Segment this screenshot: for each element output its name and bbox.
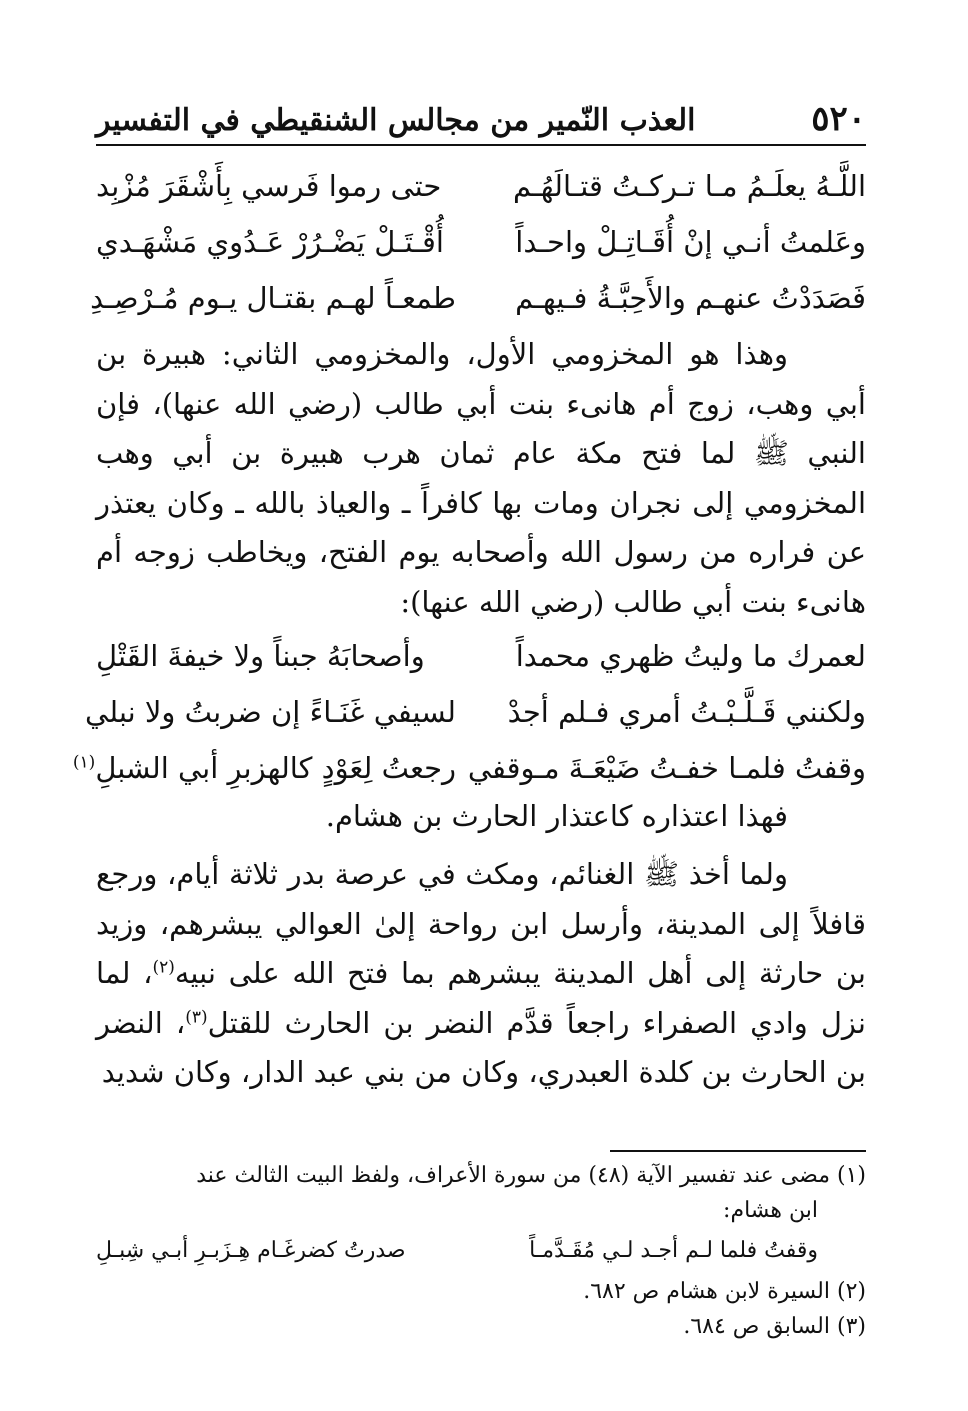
verse-line — [90, 270, 866, 326]
paragraph-hubayra — [96, 330, 866, 627]
footnote-reference: (١) — [72, 752, 96, 773]
paragraph-summary — [96, 792, 866, 842]
verse-first-hemistich: وعَلمتُ أنـي إنْ أُقَـاتِـلْ واحـداً — [515, 225, 866, 259]
page-header — [96, 92, 866, 146]
verse-first-hemistich: وقفتُ فلمـا خفـتُ ضَيْعَـةَ مـوقفي — [467, 751, 866, 785]
footnote-reference: (٢) — [152, 957, 175, 978]
footnote-text: السابق ص ٦٨٤. — [683, 1314, 830, 1339]
verse-second-hemistich: صدرتُ كضرغَـام هِـزَبـرِ أبـي شِبـلِ — [96, 1238, 406, 1263]
footnote-verse — [96, 1228, 866, 1274]
running-title: العذب النّمير من مجالس الشنقيطي في التفسير — [96, 103, 696, 138]
paragraph-text: ، لما نزل وادي الصفراء راجعاً قدَّم النضر بن الحارث للقتل — [96, 956, 866, 1040]
footnote-text: السيرة لابن هشام ص ٦٨٢. — [583, 1279, 830, 1304]
verse-second-hemistich: لسيفي غَنَـاءً إن ضربتُ ولا نبلي — [85, 695, 456, 729]
footnote-3 — [96, 1309, 866, 1344]
verse-line — [85, 684, 866, 740]
paragraph-text: ولما أخذ ﷺ الغنائم، ومكث في عرصة بدر ثلاثة أيام، ورجع قافلاً إلى المدينة، وأرسل ابن رواحة إلىٰ العوالي يبشرهم، وزيد بن حارثة إلى أهل المدينة يبشرهم بما فتح الله على نبيه — [96, 857, 866, 990]
footnotes — [96, 1158, 866, 1344]
paragraph-text: ، النضر بن الحارث بن كلدة العبدري، وكان من بني عبد الدار، وكان شديد — [96, 1005, 866, 1089]
verse-second-hemistich: أُقْـتَـلْ يَضْـرُرْ عَـدُوي مَشْهَـدي — [96, 225, 444, 259]
body-paragraph — [96, 850, 866, 1098]
verse-text: رجعتُ لِعَوْدٍ كالهزبرِ أبي الشبلِ — [95, 751, 456, 785]
poem-block-1 — [90, 158, 866, 326]
footnote-1 — [96, 1158, 866, 1193]
verse-first-hemistich: فَصَدَدْتُ عنهـم والأَحِبَّـةُ فـيهـم — [515, 281, 866, 315]
paragraph-booty — [96, 850, 866, 1098]
verse-line — [96, 628, 866, 684]
verse-first-hemistich: وقفتُ فلما لـم أجـد لـي مُقَـدَّمـاً — [529, 1238, 818, 1263]
verse-line — [96, 158, 866, 214]
footnote-separator — [610, 1150, 866, 1152]
body-paragraph: وهذا هو المخزومي الأول، والمخزومي الثاني: هبيرة بن أبي وهب، زوج أم هانىء بنت أبي طالب (رضي الله عنها)، فإن النبي ﷺ لما فتح مكة عام ثمان هرب هبيرة بن أبي وهب المخزومي إلى نجران ومات بها كافراً ـ والعياذ بالله ـ وكان يعتذر عن فراره من رسول الله وأصحابه يوم الفتح، ويخاطب زوجه أم هانىء بنت أبي طالب (رضي الله عنها): — [96, 337, 866, 619]
footnote-1-continuation: ابن هشام: — [723, 1198, 818, 1223]
page-number: ٥٢٠ — [811, 99, 866, 139]
verse-second-hemistich — [72, 740, 456, 796]
footnote-number: (٣) — [836, 1314, 866, 1339]
footnote-reference: (٣) — [185, 1006, 208, 1027]
verse-first-hemistich: لعمرك ما وليتُ ظهري محمداً — [515, 639, 866, 673]
verse-first-hemistich: ولكنني قَـلَّـبْـتُ أمري فـلم أجدْ — [507, 695, 866, 729]
poem-block-2 — [72, 628, 866, 796]
verse-second-hemistich: حتى رموا فَرسي بِأَشْقَرَ مُزْبِد — [96, 169, 442, 203]
verse-line — [72, 740, 866, 796]
verse-line — [96, 214, 866, 270]
verse-second-hemistich: وأصحابَهُ جبناً ولا خيفةَ القَتْلِ — [96, 639, 425, 673]
verse-second-hemistich: طمعـاً لهـم بقتـال يـوم مُـرْصِـدِ — [90, 281, 456, 315]
verse-first-hemistich: اللَّـهُ يعلَـمُ مـا تـركـتُ قتـالَهُـم — [512, 169, 866, 203]
footnote-number: (٢) — [836, 1279, 866, 1304]
body-paragraph: فهذا اعتذاره كاعتذار الحارث بن هشام. — [325, 799, 788, 833]
footnote-2 — [96, 1274, 866, 1309]
footnote-text: مضى عند تفسير الآية (٤٨) من سورة الأعراف، ولفظ البيت الثالث عند — [196, 1163, 830, 1188]
footnote-number: (١) — [836, 1163, 866, 1188]
